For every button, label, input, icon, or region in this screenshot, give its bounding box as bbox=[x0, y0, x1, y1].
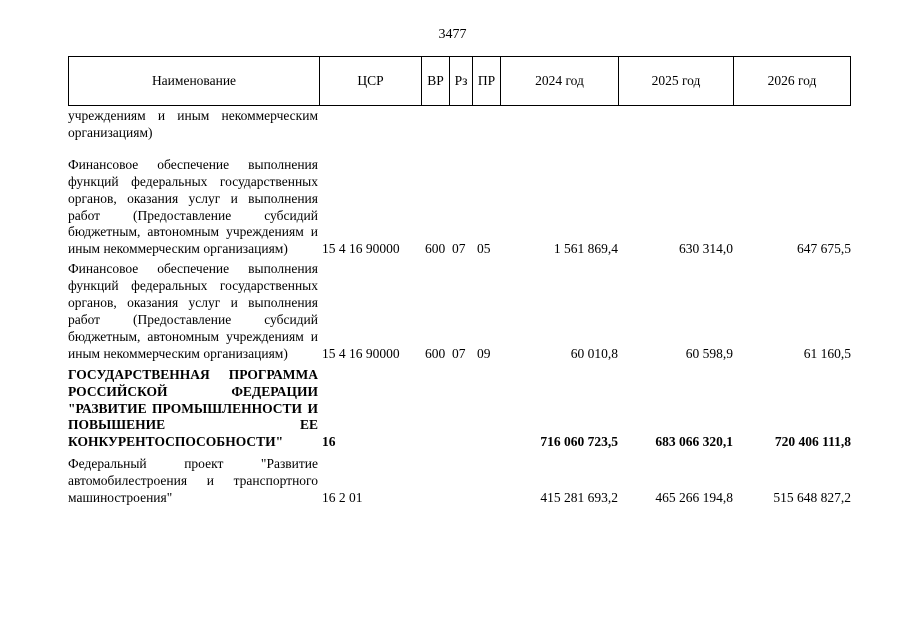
table-row bbox=[68, 261, 851, 362]
header-rz: Рз bbox=[450, 57, 473, 105]
row-2025: 630 314,0 bbox=[679, 241, 733, 257]
row-name: ГОСУДАРСТВЕННАЯ ПРОГРАММА РОССИЙСКОЙ ФЕДЕРАЦИИ "РАЗВИТИЕ ПРОМЫШЛЕННОСТИ И ПОВЫШЕНИЕ ЕЕ КОНКУРЕНТОСПОСОБНОСТИ" bbox=[68, 366, 318, 450]
table-row bbox=[68, 157, 851, 258]
row-2026: 647 675,5 bbox=[797, 241, 851, 257]
row-2025: 683 066 320,1 bbox=[655, 434, 733, 450]
row-2024: 716 060 723,5 bbox=[540, 434, 618, 450]
page-number: 3477 bbox=[438, 27, 467, 42]
header-2025: 2025 год bbox=[619, 57, 734, 105]
row-name: учреждениям и иным некоммерческим организациям) bbox=[68, 108, 318, 140]
row-csr: 15 4 16 90000 bbox=[322, 345, 400, 361]
row-name: Финансовое обеспечение выполнения функций федеральных государственных органов, оказания услуг и выполнения работ (Предоставление субсидий бюджетным, автономным учреждениям и иным некоммерческим организациям) bbox=[68, 156, 318, 257]
header-vr: ВР bbox=[422, 57, 450, 105]
header-csr: ЦСР bbox=[320, 57, 422, 105]
row-2024: 1 561 869,4 bbox=[553, 241, 618, 257]
row-csr: 16 bbox=[322, 434, 336, 450]
row-2024: 415 281 693,2 bbox=[540, 490, 618, 506]
row-2026: 720 406 111,8 bbox=[774, 434, 851, 450]
row-csr: 16 2 01 bbox=[322, 490, 363, 506]
row-2025: 465 266 194,8 bbox=[655, 490, 733, 506]
header-2026: 2026 год bbox=[767, 73, 817, 88]
row-name: Федеральный проект "Развитие автомобилестроения и транспортного машиностроения" bbox=[68, 456, 318, 506]
table-row bbox=[68, 367, 851, 452]
row-vr: 600 bbox=[425, 241, 446, 257]
header-pr: ПР bbox=[473, 57, 501, 105]
header-2024: 2024 год bbox=[501, 57, 619, 105]
row-2024: 60 010,8 bbox=[570, 345, 618, 361]
row-2025: 60 598,9 bbox=[685, 345, 733, 361]
row-vr: 600 bbox=[425, 345, 446, 361]
row-rz: 07 bbox=[452, 241, 466, 257]
row-2026: 515 648 827,2 bbox=[773, 490, 851, 506]
table-row bbox=[68, 456, 851, 507]
row-name: Финансовое обеспечение выполнения функций федеральных государственных органов, оказания услуг и выполнения работ (Предоставление субсидий бюджетным, автономным учреждениям и иным некоммерческим организациям) bbox=[68, 261, 318, 361]
table-row bbox=[68, 108, 851, 142]
row-rz: 07 bbox=[452, 345, 466, 361]
table-header bbox=[68, 56, 851, 106]
budget-table bbox=[68, 56, 851, 507]
row-2026: 61 160,5 bbox=[803, 345, 851, 361]
header-name: Наименование bbox=[69, 57, 320, 105]
row-pr: 05 bbox=[477, 241, 491, 257]
row-csr: 15 4 16 90000 bbox=[322, 241, 400, 257]
row-pr: 09 bbox=[477, 345, 491, 361]
